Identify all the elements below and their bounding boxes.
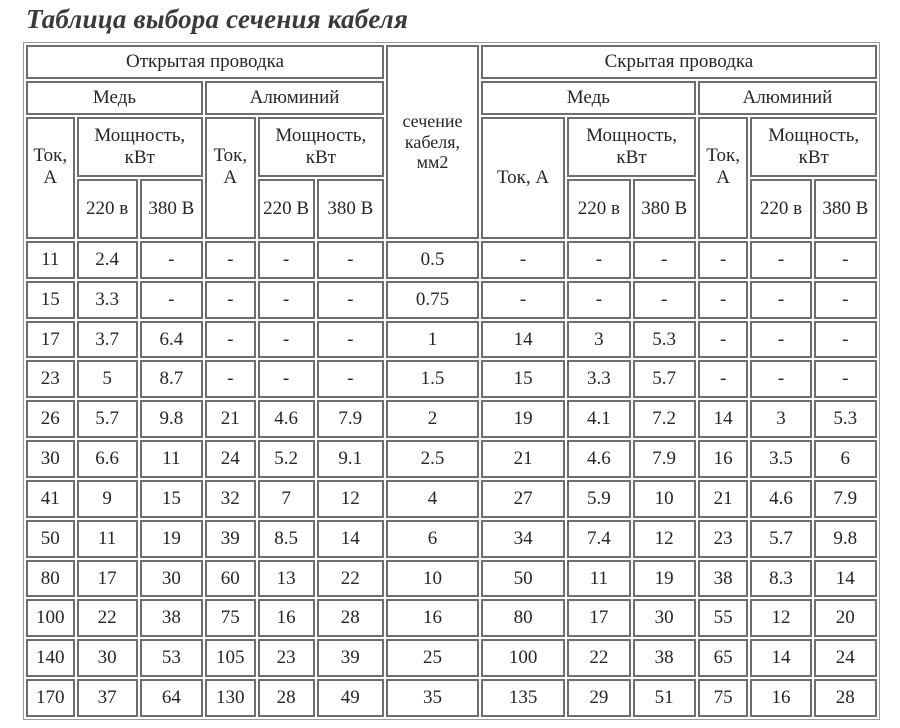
cell-open-aluminum-current: - [205,321,256,359]
cell-hidden-copper-220: - [567,241,630,279]
cell-hidden-copper-current: 135 [481,679,565,717]
cell-open-copper-380: 15 [140,480,203,518]
table-row [26,639,877,677]
cell-open-aluminum-380: 39 [317,639,385,677]
cell-open-copper-current: 50 [26,520,75,558]
cell-open-aluminum-220: 7 [258,480,315,518]
cell-hidden-copper-current: 15 [481,360,565,398]
cell-cable-section: 10 [386,560,479,598]
cell-open-copper-380: 6.4 [140,321,203,359]
cell-hidden-copper-220: 3 [567,321,630,359]
cell-open-aluminum-current: 32 [205,480,256,518]
cell-hidden-copper-current: 80 [481,599,565,637]
cell-hidden-aluminum-220: 3 [750,400,811,438]
cell-hidden-copper-220: 7.4 [567,520,630,558]
cell-hidden-aluminum-220: 5.7 [750,520,811,558]
cell-open-copper-220: 11 [77,520,138,558]
header-open-copper-380: 380 В [140,179,203,239]
cell-open-copper-380: 8.7 [140,360,203,398]
cell-hidden-aluminum-220: 4.6 [750,480,811,518]
cell-hidden-copper-380: 30 [633,599,696,637]
cell-open-copper-220: 5 [77,360,138,398]
table-body [26,241,877,717]
cell-open-aluminum-current: - [205,281,256,319]
header-open-copper-current: Ток, А [26,117,75,239]
header-hidden-aluminum-380: 380 В [814,179,877,239]
cell-hidden-aluminum-220: - [750,241,811,279]
cell-hidden-copper-380: - [633,241,696,279]
cell-open-aluminum-current: - [205,241,256,279]
cell-open-aluminum-220: 28 [258,679,315,717]
cell-open-aluminum-current: 21 [205,400,256,438]
cell-hidden-copper-current: 14 [481,321,565,359]
cell-hidden-copper-current: 21 [481,440,565,478]
table-row [26,679,877,717]
cell-open-copper-current: 41 [26,480,75,518]
cell-cable-section: 0.75 [386,281,479,319]
cell-open-aluminum-220: - [258,241,315,279]
header-hidden-copper-current: Ток, А [481,117,565,239]
cell-hidden-aluminum-current: 21 [698,480,749,518]
cell-hidden-copper-220: 22 [567,639,630,677]
cell-open-aluminum-220: 5.2 [258,440,315,478]
cell-hidden-aluminum-380: 9.8 [814,520,877,558]
cell-open-copper-current: 17 [26,321,75,359]
cell-hidden-aluminum-380: 28 [814,679,877,717]
cell-hidden-copper-current: 100 [481,639,565,677]
cell-hidden-copper-current: 34 [481,520,565,558]
cell-hidden-copper-220: - [567,281,630,319]
header-row-wiring [26,45,877,79]
cell-open-aluminum-380: - [317,360,385,398]
header-open-copper-power: Мощность, кВт [77,117,203,177]
table-row [26,281,877,319]
cell-hidden-copper-380: 5.3 [633,321,696,359]
cell-open-aluminum-380: 9.1 [317,440,385,478]
table-row [26,440,877,478]
cell-hidden-aluminum-220: 16 [750,679,811,717]
cell-hidden-aluminum-380: 14 [814,560,877,598]
cell-open-copper-current: 15 [26,281,75,319]
header-hidden-copper-220: 220 в [567,179,630,239]
cell-open-aluminum-380: - [317,281,385,319]
cell-cable-section: 4 [386,480,479,518]
cell-hidden-copper-current: - [481,241,565,279]
cell-open-copper-380: 53 [140,639,203,677]
header-open-copper: Медь [26,81,203,115]
cell-open-copper-220: 22 [77,599,138,637]
cell-hidden-copper-220: 4.6 [567,440,630,478]
table-row [26,520,877,558]
cell-hidden-copper-380: 12 [633,520,696,558]
cell-hidden-aluminum-380: 6 [814,440,877,478]
cell-hidden-aluminum-380: 5.3 [814,400,877,438]
header-cable-section: сечение кабеля, мм2 [386,45,479,239]
cell-cable-section: 35 [386,679,479,717]
cell-hidden-aluminum-220: - [750,281,811,319]
cell-hidden-aluminum-380: - [814,360,877,398]
cell-open-aluminum-current: 39 [205,520,256,558]
table-row [26,241,877,279]
table-row [26,360,877,398]
header-hidden-aluminum: Алюминий [698,81,877,115]
cell-open-aluminum-current: 60 [205,560,256,598]
cell-open-copper-current: 170 [26,679,75,717]
cell-open-aluminum-220: 13 [258,560,315,598]
cell-hidden-copper-380: 5.7 [633,360,696,398]
cell-hidden-aluminum-380: 24 [814,639,877,677]
cell-open-copper-current: 80 [26,560,75,598]
cell-open-copper-220: 5.7 [77,400,138,438]
cell-hidden-aluminum-current: 14 [698,400,749,438]
cell-hidden-copper-380: 51 [633,679,696,717]
cell-open-copper-220: 9 [77,480,138,518]
header-hidden-copper-power: Мощность, кВт [567,117,696,177]
cell-open-copper-380: 9.8 [140,400,203,438]
header-open-aluminum-220: 220 В [258,179,315,239]
cell-open-copper-current: 26 [26,400,75,438]
cell-hidden-aluminum-current: 75 [698,679,749,717]
cell-hidden-copper-current: 50 [481,560,565,598]
table-row [26,480,877,518]
cell-cable-section: 2 [386,400,479,438]
cell-hidden-copper-220: 17 [567,599,630,637]
cell-hidden-aluminum-220: 14 [750,639,811,677]
cell-open-aluminum-380: 49 [317,679,385,717]
cell-hidden-copper-380: 7.9 [633,440,696,478]
cell-hidden-aluminum-220: 3.5 [750,440,811,478]
cell-cable-section: 1.5 [386,360,479,398]
table-row [26,400,877,438]
cell-open-copper-current: 140 [26,639,75,677]
cell-open-aluminum-220: 23 [258,639,315,677]
cell-open-aluminum-220: 4.6 [258,400,315,438]
cell-open-copper-current: 30 [26,440,75,478]
cell-open-aluminum-current: 75 [205,599,256,637]
header-hidden-aluminum-220: 220 в [750,179,811,239]
cell-open-copper-current: 23 [26,360,75,398]
cell-cable-section: 6 [386,520,479,558]
cell-hidden-copper-current: - [481,281,565,319]
cell-hidden-aluminum-current: 16 [698,440,749,478]
cell-hidden-copper-380: 38 [633,639,696,677]
cell-open-aluminum-220: - [258,321,315,359]
cell-open-copper-380: 30 [140,560,203,598]
cell-open-copper-220: 37 [77,679,138,717]
cell-open-aluminum-current: 130 [205,679,256,717]
cell-hidden-copper-380: 10 [633,480,696,518]
cell-open-copper-380: - [140,241,203,279]
header-hidden-copper-380: 380 В [633,179,696,239]
cell-open-copper-380: 38 [140,599,203,637]
header-open-aluminum: Алюминий [205,81,384,115]
cell-hidden-aluminum-current: 55 [698,599,749,637]
cell-cable-section: 0.5 [386,241,479,279]
cell-open-copper-220: 30 [77,639,138,677]
cell-open-copper-220: 17 [77,560,138,598]
cell-hidden-aluminum-220: 12 [750,599,811,637]
cell-hidden-aluminum-current: - [698,321,749,359]
cell-hidden-aluminum-220: - [750,321,811,359]
cell-open-aluminum-220: - [258,281,315,319]
cell-hidden-aluminum-current: - [698,241,749,279]
cell-open-aluminum-380: - [317,321,385,359]
cell-hidden-copper-380: 19 [633,560,696,598]
header-hidden-copper: Медь [481,81,696,115]
cell-hidden-aluminum-current: - [698,281,749,319]
cell-hidden-copper-current: 27 [481,480,565,518]
cell-open-aluminum-220: - [258,360,315,398]
cell-open-copper-380: 19 [140,520,203,558]
cell-hidden-aluminum-380: - [814,321,877,359]
cell-open-aluminum-380: - [317,241,385,279]
cell-open-aluminum-380: 7.9 [317,400,385,438]
cell-open-copper-380: 11 [140,440,203,478]
cable-selection-table [23,42,880,720]
cell-open-aluminum-current: 24 [205,440,256,478]
cell-open-copper-current: 100 [26,599,75,637]
cell-hidden-copper-220: 11 [567,560,630,598]
cell-open-aluminum-380: 12 [317,480,385,518]
cell-hidden-aluminum-380: 7.9 [814,480,877,518]
cell-hidden-aluminum-380: - [814,241,877,279]
cell-hidden-copper-220: 4.1 [567,400,630,438]
cell-open-aluminum-380: 28 [317,599,385,637]
cell-hidden-copper-220: 29 [567,679,630,717]
cell-cable-section: 2.5 [386,440,479,478]
cell-open-copper-220: 6.6 [77,440,138,478]
cell-hidden-aluminum-380: - [814,281,877,319]
cell-hidden-aluminum-220: - [750,360,811,398]
cell-open-aluminum-current: 105 [205,639,256,677]
cell-hidden-aluminum-380: 20 [814,599,877,637]
table-row [26,599,877,637]
cell-cable-section: 16 [386,599,479,637]
cell-hidden-aluminum-current: - [698,360,749,398]
cell-hidden-aluminum-current: 65 [698,639,749,677]
page-title: Таблица выбора сечения кабеля [26,4,409,34]
cell-hidden-aluminum-current: 38 [698,560,749,598]
cell-hidden-copper-current: 19 [481,400,565,438]
cell-open-aluminum-380: 22 [317,560,385,598]
header-open-aluminum-380: 380 В [317,179,385,239]
cell-open-copper-current: 11 [26,241,75,279]
table-row [26,321,877,359]
cell-cable-section: 1 [386,321,479,359]
header-open-aluminum-power: Мощность, кВт [258,117,384,177]
header-hidden-aluminum-power: Мощность, кВт [750,117,877,177]
table-row [26,560,877,598]
cell-open-copper-220: 3.3 [77,281,138,319]
cell-open-copper-380: - [140,281,203,319]
header-open-copper-220: 220 в [77,179,138,239]
cell-open-aluminum-220: 16 [258,599,315,637]
cell-hidden-copper-380: - [633,281,696,319]
cell-hidden-copper-220: 3.3 [567,360,630,398]
cell-open-aluminum-220: 8.5 [258,520,315,558]
header-open-wiring: Открытая проводка [26,45,384,79]
cell-open-aluminum-current: - [205,360,256,398]
header-hidden-aluminum-current: Ток, А [698,117,749,239]
cell-hidden-aluminum-220: 8.3 [750,560,811,598]
cell-open-copper-380: 64 [140,679,203,717]
cell-cable-section: 25 [386,639,479,677]
cell-hidden-copper-220: 5.9 [567,480,630,518]
cell-hidden-copper-380: 7.2 [633,400,696,438]
cell-hidden-aluminum-current: 23 [698,520,749,558]
header-hidden-wiring: Скрытая проводка [481,45,877,79]
cell-open-copper-220: 2.4 [77,241,138,279]
cell-open-copper-220: 3.7 [77,321,138,359]
header-open-aluminum-current: Ток, А [205,117,256,239]
cell-open-aluminum-380: 14 [317,520,385,558]
